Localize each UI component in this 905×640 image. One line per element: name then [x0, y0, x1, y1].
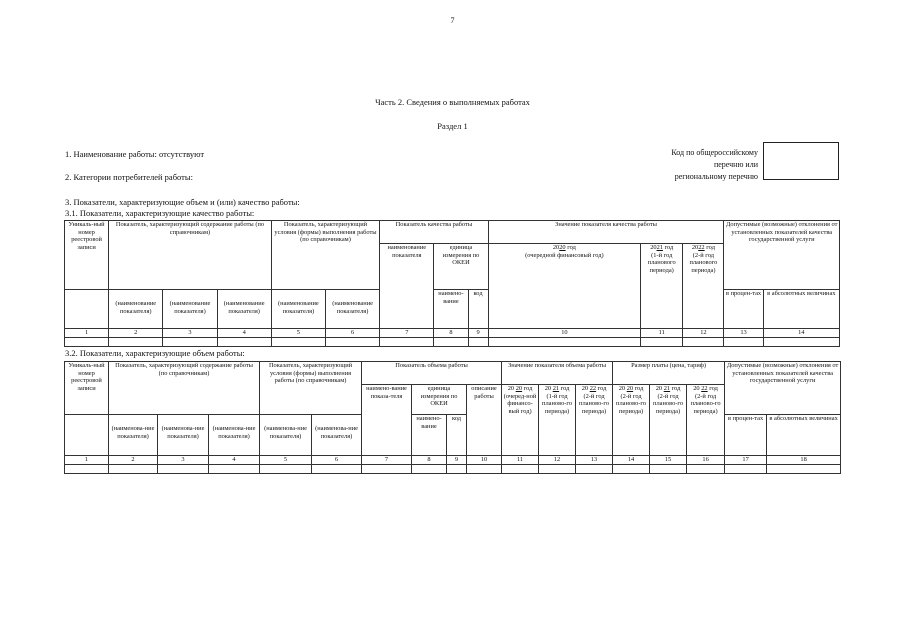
column-number: 7: [380, 329, 434, 338]
part-title: Часть 2. Сведения о выполняемых работах: [375, 97, 530, 107]
year-suffix: год: [559, 385, 570, 393]
column-number: 9: [447, 456, 467, 465]
year-suffix: год: [662, 244, 674, 252]
year-number: 20: [515, 385, 523, 393]
data-cell[interactable]: [488, 338, 641, 347]
data-cell[interactable]: [576, 465, 613, 474]
column-number: 8: [434, 329, 468, 338]
column-number: 13: [724, 329, 763, 338]
conditions-spacer: [271, 244, 379, 290]
data-cell[interactable]: [260, 465, 312, 474]
work-description-header: описание работы: [467, 385, 502, 456]
year-suffix: год: [596, 385, 607, 393]
data-cell[interactable]: [724, 338, 763, 347]
year-plan-2: [683, 244, 724, 329]
sub-indicator-name: (наименование показателя): [163, 290, 217, 329]
deviation-header: Допустимые (возможные) отклонения от установленных показателей качества государственной услуги: [724, 221, 840, 244]
column-number: 2: [109, 329, 163, 338]
year-prefix: 20: [507, 385, 515, 393]
data-cell[interactable]: [217, 338, 271, 347]
unit-header: единица измерения по ОКЕИ: [412, 385, 467, 415]
data-cell[interactable]: [312, 465, 362, 474]
code-label: [600, 147, 758, 183]
code-label-line: региональному перечню: [674, 172, 758, 181]
unique-number-header: Уникаль-ный номер реестровой записи: [65, 221, 109, 290]
content-header: Показатель, характеризующий содержание работы (по справочникам): [109, 362, 260, 385]
data-cell[interactable]: [502, 465, 539, 474]
column-number: 6: [312, 456, 362, 465]
year-description: (2-й год планово-го периода): [690, 392, 721, 415]
quality-heading: 3.1. Показатели, характеризующие качество работы:: [65, 208, 255, 218]
volume-year-plan-2: [576, 385, 613, 456]
column-number: 10: [488, 329, 641, 338]
deviation-absolute-header: в абсолютных величинах: [763, 290, 839, 329]
year-prefix: 20: [655, 385, 663, 393]
data-cell[interactable]: [271, 338, 325, 347]
work-name: 1. Наименование работы: отсутствуют: [65, 149, 205, 159]
code-label-line: Код по общероссийскому: [671, 148, 758, 157]
year-number: 22: [701, 385, 708, 393]
deviation-percent-header: в процен-тах: [725, 415, 767, 456]
year-suffix: год: [522, 385, 533, 393]
data-cell[interactable]: [380, 338, 434, 347]
data-cell[interactable]: [158, 465, 209, 474]
content-spacer: [109, 385, 260, 415]
data-cell[interactable]: [65, 338, 109, 347]
year-number: 20: [626, 385, 634, 393]
year-description: (1-й год планового периода): [647, 251, 676, 274]
column-number: 6: [325, 329, 379, 338]
code-label-line: перечню или: [713, 160, 758, 169]
column-number: 4: [217, 329, 271, 338]
sub-indicator-name: (наименова-ние показателя): [158, 415, 209, 456]
volume-year-plan-1: [539, 385, 576, 456]
empty-cell: [65, 415, 109, 456]
year-description: (2-й год планово-го периода): [616, 392, 647, 415]
column-number: 4: [209, 456, 260, 465]
content-spacer: [109, 244, 272, 290]
unit-code-header: код: [447, 415, 467, 456]
data-cell[interactable]: [447, 465, 467, 474]
column-number: 16: [687, 456, 725, 465]
data-cell[interactable]: [687, 465, 725, 474]
year-suffix: год: [633, 385, 644, 393]
column-number: 11: [641, 329, 683, 338]
year-number: 22: [589, 385, 597, 393]
quality-header: Показатель качества работы: [380, 221, 488, 244]
fee-year-plan-1: [650, 385, 687, 456]
conditions-header: Показатель, характеризующий условия (формы) выполнения работы (по справочникам): [271, 221, 379, 244]
year-prefix: 20: [581, 385, 589, 393]
unit-name-header: наимено-вание: [412, 415, 447, 456]
data-cell[interactable]: [209, 465, 260, 474]
year-suffix: год: [565, 244, 576, 252]
data-cell[interactable]: [412, 465, 447, 474]
empty-cell: [65, 290, 109, 329]
year-description: (2-й год планово-го периода): [653, 392, 684, 415]
column-number: 17: [725, 456, 767, 465]
page-number: 7: [450, 16, 455, 25]
conditions-spacer: [260, 385, 362, 415]
sub-indicator-name: (наименование показателя): [217, 290, 271, 329]
year-description: (2-й год планового периода): [689, 251, 718, 274]
column-number: 12: [683, 329, 724, 338]
year-description: (очередной финансовый год): [525, 251, 604, 259]
data-cell[interactable]: [362, 465, 412, 474]
column-number: 18: [767, 456, 841, 465]
data-cell[interactable]: [641, 338, 683, 347]
column-number: 1: [65, 456, 109, 465]
deviation-spacer: [725, 385, 841, 415]
data-cell[interactable]: [467, 465, 502, 474]
column-number: 15: [650, 456, 687, 465]
column-number: 14: [763, 329, 839, 338]
code-box[interactable]: [763, 142, 839, 180]
column-number: 11: [502, 456, 539, 465]
quality-table: [64, 220, 840, 347]
deviation-percent-header: в процен-тах: [724, 290, 763, 329]
indicator-name-header: наименование показателя: [380, 244, 434, 329]
volume-header: Показатель объема работы: [362, 362, 502, 385]
column-number: 1: [65, 329, 109, 338]
year-plan-1: [641, 244, 683, 329]
indicator-name-header: наимено-вание показа-теля: [362, 385, 412, 456]
volume-table: [64, 361, 841, 474]
data-cell[interactable]: [468, 338, 488, 347]
column-number-row: [65, 329, 840, 338]
deviation-header: Допустимые (возможные) отклонения от установленных показателей качества государственной услуги: [725, 362, 841, 385]
year-number: 22: [698, 244, 705, 252]
year-number: 20: [559, 244, 566, 252]
fee-year-plan-2: [687, 385, 725, 456]
year-number: 21: [663, 385, 671, 393]
unit-name-header: наимено-вание: [434, 290, 468, 329]
unique-number-header: Уникаль-ный номер реестровой записи: [65, 362, 109, 415]
year-prefix: 20: [691, 244, 699, 252]
sub-indicator-name: (наименова-ние показателя): [312, 415, 362, 456]
data-cell[interactable]: [163, 338, 217, 347]
deviation-absolute-header: в абсолютных величинах: [767, 415, 841, 456]
column-number: 2: [109, 456, 158, 465]
column-number: 14: [613, 456, 650, 465]
section-title: Раздел 1: [437, 121, 468, 131]
year-suffix: год: [670, 385, 681, 393]
unit-header: единица измерения по ОКЕИ: [434, 244, 488, 290]
data-cell[interactable]: [767, 465, 841, 474]
year-description: (1-й год планово-го периода): [542, 392, 573, 415]
data-cell[interactable]: [65, 465, 109, 474]
data-cell[interactable]: [539, 465, 576, 474]
year-prefix: 20: [650, 244, 657, 252]
data-cell[interactable]: [325, 338, 379, 347]
year-prefix: 20: [544, 385, 552, 393]
sub-indicator-name: (наименова-ние показателя): [260, 415, 312, 456]
fee-year-current: [613, 385, 650, 456]
content-header: Показатель, характеризующий содержание работы (по справочникам): [109, 221, 272, 244]
volume-year-current: [502, 385, 539, 456]
sub-indicator-name: (наименова-ние показателя): [209, 415, 260, 456]
sub-indicator-name: (наименование показателя): [325, 290, 379, 329]
column-number: 9: [468, 329, 488, 338]
data-row: [65, 338, 840, 347]
consumer-categories: 2. Категории потребителей работы:: [65, 172, 193, 182]
conditions-header: Показатель, характеризующий условия (формы) выполнения работы (по справочникам): [260, 362, 362, 385]
data-cell[interactable]: [683, 338, 724, 347]
year-description: (очеред-ной финансо-вый год): [503, 392, 537, 415]
column-number: 3: [163, 329, 217, 338]
sub-indicator-name: (наименование показателя): [271, 290, 325, 329]
column-number: 7: [362, 456, 412, 465]
data-row: [65, 465, 841, 474]
data-cell[interactable]: [763, 338, 839, 347]
column-number-row: [65, 456, 841, 465]
column-number: 3: [158, 456, 209, 465]
column-number: 8: [412, 456, 447, 465]
year-current: [488, 244, 641, 329]
deviation-spacer: [724, 244, 840, 290]
column-number: 5: [260, 456, 312, 465]
year-prefix: 20: [552, 244, 560, 252]
data-cell[interactable]: [613, 465, 650, 474]
value-header: Значение показателя качества работы: [488, 221, 724, 244]
sub-indicator-name: (наименование показателя): [109, 290, 163, 329]
fee-header: Размер платы (цена, тариф): [613, 362, 725, 385]
column-number: 12: [539, 456, 576, 465]
data-cell[interactable]: [434, 338, 468, 347]
year-number: 21: [552, 385, 560, 393]
data-cell[interactable]: [650, 465, 687, 474]
year-suffix: год: [707, 385, 718, 393]
volume-heading: 3.2. Показатели, характеризующие объем работы:: [65, 348, 245, 358]
value-header: Значение показателя объема работы: [502, 362, 613, 385]
unit-code-header: код: [468, 290, 488, 329]
sub-indicator-name: (наименова-ние показателя): [109, 415, 158, 456]
column-number: 10: [467, 456, 502, 465]
column-number: 13: [576, 456, 613, 465]
data-cell[interactable]: [109, 338, 163, 347]
indicators-heading: 3. Показатели, характеризующие объем и (или) качество работы:: [65, 197, 300, 207]
column-number: 5: [271, 329, 325, 338]
year-prefix: 20: [618, 385, 626, 393]
year-prefix: 20: [693, 385, 700, 393]
year-number: 21: [656, 244, 663, 252]
year-suffix: год: [704, 244, 715, 252]
year-description: (2-й год планово-го периода): [579, 392, 610, 415]
data-cell[interactable]: [725, 465, 767, 474]
data-cell[interactable]: [109, 465, 158, 474]
